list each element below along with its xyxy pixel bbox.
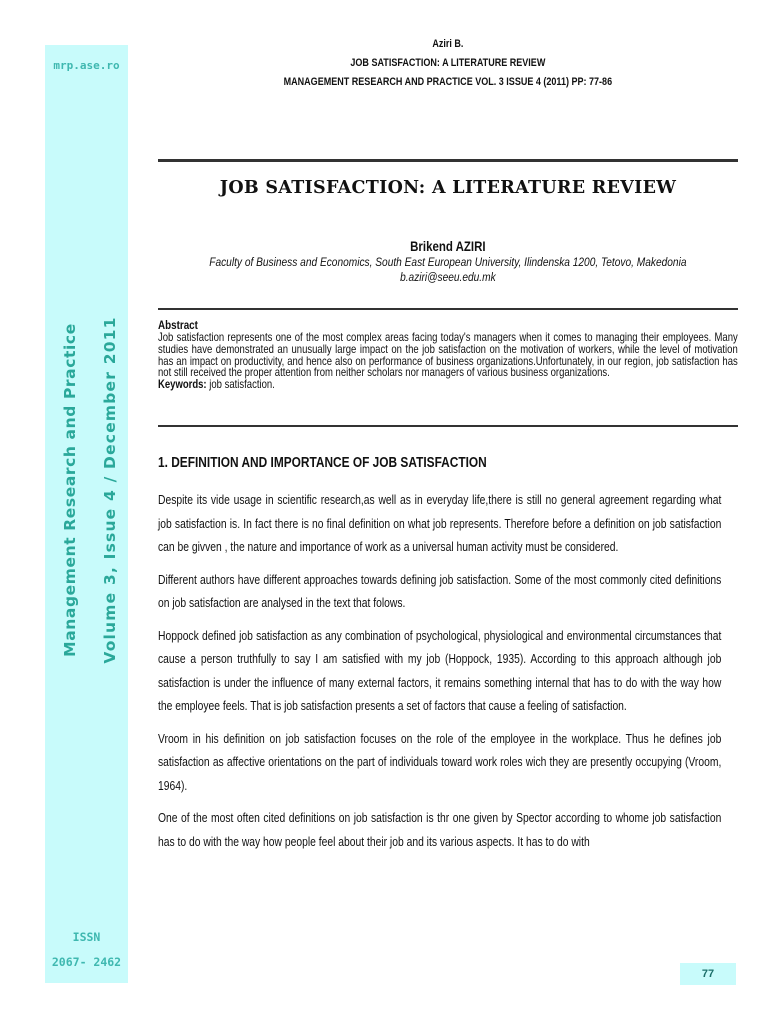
paragraph: One of the most often cited definitions on job satisfaction is thr one given by Spector according to whome job satisfaction has to do with the way how people feel about their job and its various aspects. It has to do with xyxy=(158,811,722,849)
header-title: JOB SATISFACTION: A LITERATURE REVIEW xyxy=(350,57,546,69)
journal-sidebar xyxy=(45,45,128,983)
header-citation: MANAGEMENT RESEARCH AND PRACTICE VOL. 3 ISSUE 4 (2011) PP: 77-86 xyxy=(283,76,613,88)
issn-number: 2067- 2462 xyxy=(51,955,122,969)
paragraph: Vroom in his definition on job satisfaction focuses on the role of the employee in the workplace. Thus he defines job satisfaction as affective orientations on the part of individuals toward work roles wich they are presently occupying (Vroom, 1964). xyxy=(158,731,722,793)
article-title: JOB SATISFACTION: A LITERATURE REVIEW xyxy=(219,178,677,198)
abstract-text: Job satisfaction represents one of the most complex areas facing today's managers when it comes to managing their employees. Many studies have demonstrated an unusually large impact on the job satisfaction on the motivation of workers, while the level of motivation has an impact on productivity, and hence also on performance of business organizations.Unfortunately, in our region, job satisfaction has not still received the proper attention from neither scholars nor managers of various business organizations. xyxy=(158,331,738,380)
page-number: 77 xyxy=(680,963,736,985)
keywords-label: Keywords: xyxy=(158,378,207,392)
abstract-bottom-divider xyxy=(158,425,738,427)
author-affiliation: Faculty of Business and Economics, South East European University, Ilindenska 1200, Tetovo, Makedonia xyxy=(209,255,687,269)
article-body xyxy=(158,489,721,863)
author-block xyxy=(158,237,738,285)
paragraph: Different authors have different approaches towards defining job satisfaction. Some of the most commonly cited definitions on job satisfaction are analysed in the text that folows. xyxy=(158,572,722,610)
abstract-top-divider xyxy=(158,308,738,310)
volume-issue: Volume 3, Issue 4 / December 2011 xyxy=(101,316,119,664)
header-author: Aziri B. xyxy=(432,38,464,50)
section-1-heading-wrap xyxy=(158,455,721,471)
journal-name: Management Research and Practice xyxy=(61,323,79,657)
issn-label: ISSN xyxy=(72,930,101,944)
journal-website: mrp.ase.ro xyxy=(53,59,120,72)
author-email: b.aziri@seeu.edu.mk xyxy=(400,270,496,284)
author-name: Brikend AZIRI xyxy=(410,238,486,254)
running-header xyxy=(158,35,738,92)
paragraph: Despite its vide usage in scientific research,as well as in everyday life,there is still no general agreement regarding what job satisfaction is. In fact there is no final definition on what job represents. Therefore before a definition on job satisfaction can be givven , the nature and importance of work as a universal human activity must be considered. xyxy=(158,493,722,554)
header-divider xyxy=(158,159,738,162)
abstract-heading: Abstract xyxy=(158,318,198,332)
paragraph: Hoppock defined job satisfaction as any combination of psychological, physiological and environmental circumstances that cause a person truthfully to say I am satisfied with my job (Hoppock, 1935). According to this approach although job satisfaction is under the influence of many external factors, it remains something internal that has to do with the way how the employee feels. That is job satisfaction presents a set of factors that cause a feeling of satisfaction. xyxy=(158,628,722,713)
section-heading: 1. DEFINITION AND IMPORTANCE OF JOB SATISFACTION xyxy=(158,455,487,471)
keywords-text: job satisfaction. xyxy=(209,378,275,392)
abstract-block xyxy=(158,319,738,391)
